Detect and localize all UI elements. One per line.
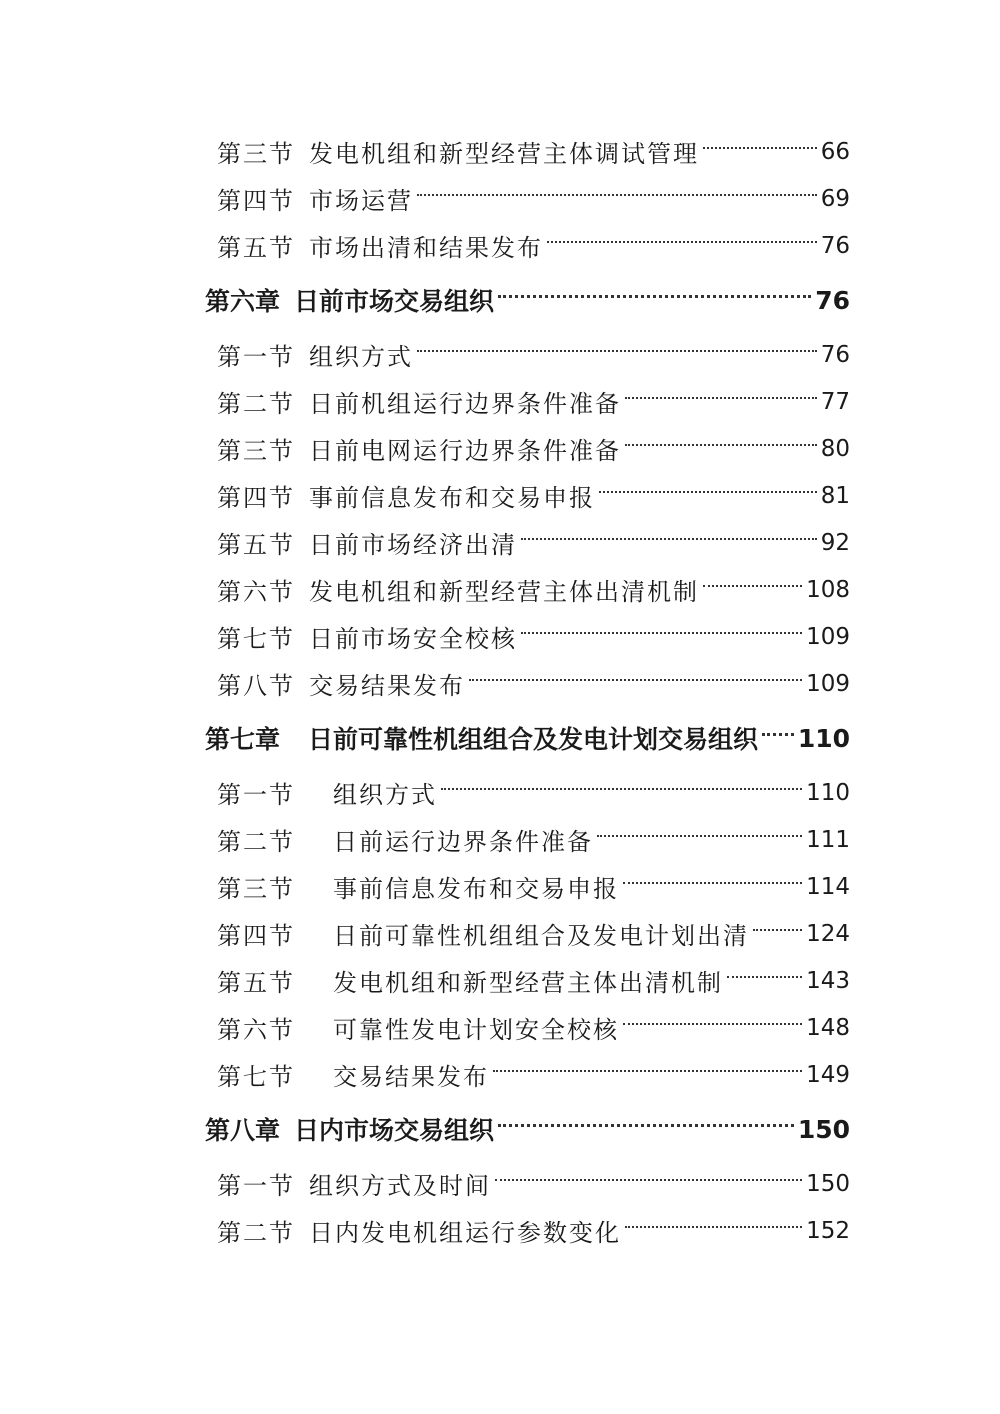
toc-section-entry[interactable] — [205, 472, 850, 519]
dot-leader — [753, 929, 802, 931]
section-title: 组织方式及时间 — [309, 1172, 491, 1200]
section-title: 日内发电机组运行参数变化 — [309, 1219, 621, 1247]
dot-leader — [625, 397, 817, 399]
dot-leader — [417, 350, 817, 352]
page-number: 110 — [797, 723, 850, 753]
page-number: 76 — [820, 341, 850, 368]
section-label: 第四节 — [217, 187, 295, 215]
section-label: 第八节 — [217, 672, 295, 700]
toc-section-entry[interactable] — [205, 957, 850, 1004]
section-label: 第四节 — [217, 922, 295, 950]
dot-leader — [469, 679, 802, 681]
page-number: 150 — [806, 1170, 850, 1197]
toc-chapter-entry[interactable] — [205, 269, 850, 331]
toc-chapter-entry[interactable] — [205, 707, 850, 769]
section-label: 第五节 — [217, 531, 295, 559]
dot-leader — [703, 147, 817, 149]
page-number: 109 — [806, 623, 850, 650]
section-title: 日前市场安全校核 — [309, 625, 517, 653]
section-label: 第二节 — [217, 828, 295, 856]
page-number: 143 — [806, 967, 850, 994]
toc-section-entry[interactable] — [205, 519, 850, 566]
toc-section-entry[interactable] — [205, 128, 850, 175]
page-number: 66 — [820, 138, 850, 165]
page-number: 69 — [820, 185, 850, 212]
section-label: 第三节 — [217, 437, 295, 465]
page-number: 108 — [806, 576, 850, 603]
dot-leader — [521, 538, 817, 540]
page-number: 111 — [806, 826, 850, 853]
page-number: 152 — [806, 1217, 850, 1244]
section-title: 组织方式 — [333, 781, 437, 809]
section-label: 第一节 — [217, 781, 295, 809]
dot-leader — [521, 632, 802, 634]
section-title: 发电机组和新型经营主体出清机制 — [333, 969, 723, 997]
dot-leader — [493, 1070, 802, 1072]
section-title: 可靠性发电计划安全校核 — [333, 1016, 619, 1044]
dot-leader — [762, 733, 794, 736]
page-number: 80 — [820, 435, 850, 462]
page-number: 77 — [820, 388, 850, 415]
section-label: 第六节 — [217, 578, 295, 606]
chapter-label: 第八章 — [205, 1116, 281, 1145]
section-title: 日前机组运行边界条件准备 — [309, 390, 621, 418]
chapter-label: 第六章 — [205, 287, 281, 316]
section-title: 交易结果发布 — [309, 672, 465, 700]
section-title: 日前可靠性机组组合及发电计划出清 — [333, 922, 749, 950]
toc-section-entry[interactable] — [205, 613, 850, 660]
dot-leader — [417, 194, 817, 196]
page-number: 114 — [806, 873, 850, 900]
chapter-label: 第七章 — [205, 725, 281, 754]
section-title: 发电机组和新型经营主体出清机制 — [309, 578, 699, 606]
chapter-title: 日前可靠性机组组合及发电计划交易组织 — [308, 725, 759, 754]
section-label: 第三节 — [217, 875, 295, 903]
page-number: 149 — [806, 1061, 850, 1088]
section-label: 第二节 — [217, 390, 295, 418]
toc-section-entry[interactable] — [205, 331, 850, 378]
toc-section-entry[interactable] — [205, 816, 850, 863]
section-title: 日前运行边界条件准备 — [333, 828, 593, 856]
page-number: 124 — [806, 920, 850, 947]
page-number: 110 — [806, 779, 850, 806]
section-label: 第五节 — [217, 969, 295, 997]
dot-leader — [599, 491, 817, 493]
toc-section-entry[interactable] — [205, 378, 850, 425]
toc-section-entry[interactable] — [205, 1004, 850, 1051]
section-title: 市场出清和结果发布 — [309, 234, 543, 262]
table-of-contents — [205, 128, 850, 1254]
section-title: 日前电网运行边界条件准备 — [309, 437, 621, 465]
toc-section-entry[interactable] — [205, 660, 850, 707]
section-title: 事前信息发布和交易申报 — [333, 875, 619, 903]
dot-leader — [441, 788, 802, 790]
section-label: 第六节 — [217, 1016, 295, 1044]
dot-leader — [625, 444, 817, 446]
dot-leader — [623, 1023, 802, 1025]
toc-section-entry[interactable] — [205, 175, 850, 222]
chapter-title: 日内市场交易组织 — [294, 1116, 495, 1145]
dot-leader — [498, 1124, 794, 1127]
dot-leader — [727, 976, 802, 978]
dot-leader — [498, 295, 811, 298]
page-number: 109 — [806, 670, 850, 697]
dot-leader — [703, 585, 802, 587]
section-title: 日前市场经济出清 — [309, 531, 517, 559]
toc-section-entry[interactable] — [205, 1207, 850, 1254]
chapter-title: 日前市场交易组织 — [294, 287, 495, 316]
toc-section-entry[interactable] — [205, 222, 850, 269]
section-label: 第一节 — [217, 1172, 295, 1200]
toc-chapter-entry[interactable] — [205, 1098, 850, 1160]
toc-section-entry[interactable] — [205, 910, 850, 957]
section-title: 组织方式 — [309, 343, 413, 371]
toc-section-entry[interactable] — [205, 863, 850, 910]
page-number: 92 — [820, 529, 850, 556]
dot-leader — [547, 241, 817, 243]
toc-section-entry[interactable] — [205, 769, 850, 816]
page-number: 76 — [820, 232, 850, 259]
toc-section-entry[interactable] — [205, 566, 850, 613]
page-number: 81 — [820, 482, 850, 509]
section-title: 发电机组和新型经营主体调试管理 — [309, 140, 699, 168]
toc-section-entry[interactable] — [205, 425, 850, 472]
page-number: 76 — [815, 285, 850, 315]
page-number: 150 — [797, 1114, 850, 1144]
page-number: 148 — [806, 1014, 850, 1041]
section-title: 交易结果发布 — [333, 1063, 489, 1091]
section-label: 第三节 — [217, 140, 295, 168]
dot-leader — [495, 1179, 802, 1181]
section-label: 第一节 — [217, 343, 295, 371]
section-label: 第五节 — [217, 234, 295, 262]
dot-leader — [625, 1226, 802, 1228]
section-label: 第四节 — [217, 484, 295, 512]
section-label: 第二节 — [217, 1219, 295, 1247]
toc-section-entry[interactable] — [205, 1051, 850, 1098]
section-title: 市场运营 — [309, 187, 413, 215]
dot-leader — [597, 835, 802, 837]
dot-leader — [623, 882, 802, 884]
toc-section-entry[interactable] — [205, 1160, 850, 1207]
section-title: 事前信息发布和交易申报 — [309, 484, 595, 512]
section-label: 第七节 — [217, 1063, 295, 1091]
section-label: 第七节 — [217, 625, 295, 653]
